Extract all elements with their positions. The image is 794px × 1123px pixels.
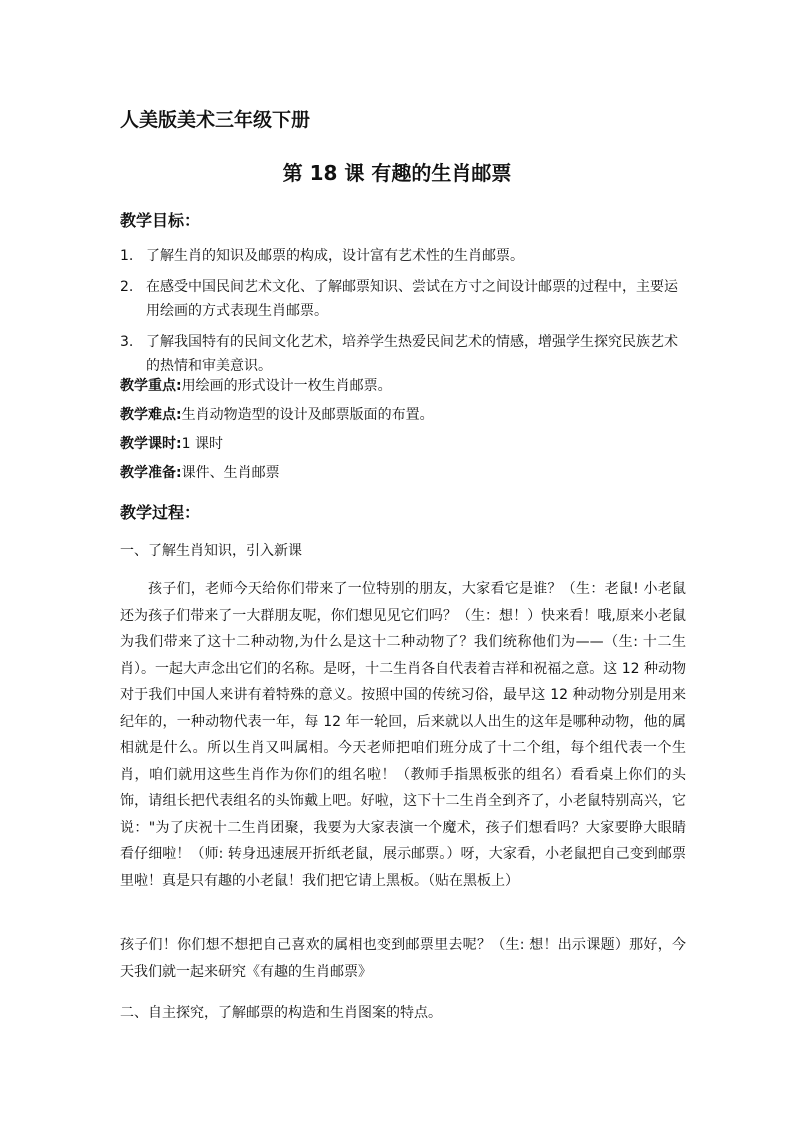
list-item bbox=[120, 275, 690, 323]
list-item bbox=[120, 330, 690, 378]
list-text: 了解生肖的知识及邮票的构成，设计富有艺术性的生肖邮票。 bbox=[146, 248, 524, 264]
list-number: 1. bbox=[120, 248, 134, 264]
objectives-list bbox=[120, 244, 690, 385]
lesson-title: 第 18 课 有趣的生肖邮票 bbox=[282, 161, 512, 185]
list-number: 2. bbox=[120, 279, 134, 295]
field-value: 1 课时 bbox=[181, 436, 223, 452]
field-value: 课件、生肖邮票 bbox=[181, 465, 280, 481]
process-heading: 教学过程： bbox=[120, 503, 201, 522]
list-item bbox=[120, 244, 690, 268]
class-hours-field bbox=[120, 433, 223, 453]
field-value: 用绘画的形式设计一枚生肖邮票。 bbox=[181, 378, 392, 394]
field-label: 教学准备: bbox=[120, 465, 182, 481]
field-value: 生肖动物造型的设计及邮票版面的布置。 bbox=[181, 407, 434, 423]
textbook-subtitle: 人美版美术三年级下册 bbox=[120, 109, 311, 131]
key-point-field bbox=[120, 375, 392, 395]
paragraph-intro: 孩子们，老师今天给你们带来了一位特别的朋友，大家看它是谁？（生：老鼠! 小老鼠还为孩子们带来了一大群朋友呢，你们想见见它们吗？（生：想！）快来看！哦,原来小老鼠为我们带来了这十二种动物,为什么是这十二种动物了？我们统称他们为——（生: 十二生肖）。一起大声念出它们的名称。是呀，十二生肖各自代表着吉祥和祝福之意。这 12 种动物对于我们中国人来讲有着特殊的意义。按照中国的传统习俗，最早这 12 种动物分别是用来纪年的，一种动物代表一年，每 12 年一轮回，后来就以人出生的这年是哪种动物，他的属相就是什么。所以生肖又叫属相。今天老师把咱们班分成了十二个组，每个组代表一个生肖，咱们就用这些生肖作为你们的组名啦！（教师手指黑板张的组名）看看桌上你们的头饰，请组长把代表组名的头饰戴上吧。好啦，这下十二生肖全到齐了，小老鼠特别高兴，它说："为了庆祝十二生肖团聚，我要为大家表演一个魔术，孩子们想看吗？大家要睁大眼睛看仔细啦！（师: 转身迅速展开折纸老鼠，展示邮票。）呀，大家看，小老鼠把自己变到邮票里啦！真是只有趣的小老鼠！我们把它请上黑板。（贴在黑板上） bbox=[120, 581, 686, 889]
list-text: 在感受中国民间艺术文化、了解邮票知识、尝试在方寸之间设计邮票的过程中，主要运用绘画的方式表现生肖邮票。 bbox=[146, 279, 678, 319]
objectives-heading: 教学目标： bbox=[120, 211, 201, 230]
preparation-field bbox=[120, 462, 280, 482]
paragraph-topic: 孩子们！你们想不想把自己喜欢的属相也变到邮票里去呢？（生: 想！出示课题）那好，今天我们就一起来研究《有趣的生肖邮票》 bbox=[120, 937, 686, 980]
field-label: 教学课时: bbox=[120, 436, 182, 452]
list-number: 3. bbox=[120, 334, 134, 350]
list-text: 了解我国特有的民间文化艺术，培养学生热爱民间艺术的情感，增强学生探究民族艺术的热情和审美意识。 bbox=[146, 334, 678, 374]
field-label: 教学难点: bbox=[120, 407, 182, 423]
section-two-heading: 二、自主探究，了解邮票的构造和生肖图案的特点。 bbox=[120, 1005, 442, 1021]
section-one-heading: 一、了解生肖知识，引入新课 bbox=[120, 543, 302, 559]
field-label: 教学重点: bbox=[120, 378, 182, 394]
difficulty-field bbox=[120, 404, 434, 424]
